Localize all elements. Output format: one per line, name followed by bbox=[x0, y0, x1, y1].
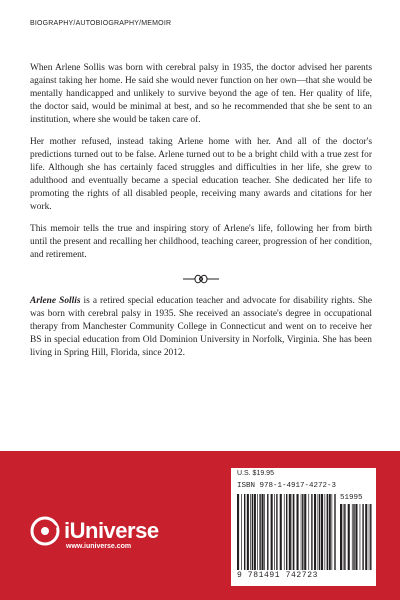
barcode-bar bbox=[250, 494, 251, 570]
barcode-bar bbox=[237, 494, 239, 570]
barcode-bar bbox=[271, 494, 273, 570]
barcode-bar bbox=[319, 494, 320, 570]
barcode-bar bbox=[329, 494, 331, 570]
barcode-bar bbox=[293, 494, 294, 570]
barcode-bar bbox=[262, 494, 264, 570]
barcode-bar bbox=[267, 494, 268, 570]
barcode-bar bbox=[314, 494, 316, 570]
category-label: BIOGRAPHY/AUTOBIOGRAPHY/MEMOIR bbox=[30, 20, 172, 27]
synopsis-paragraph-1: When Arlene Sollis was born with cerebral palsy in 1935, the doctor advised her parents against taking her home. He said she would never function on her own—that she would be mentally handicapped and unlikely to survive beyond the age of ten. Her quality of life, the doctor said, would be minimal at best, and so he recommended that she be sent to an institution, where she would be taken care of. bbox=[30, 63, 372, 125]
author-bio-text: is a retired special education teacher and advocate for disability rights. She was born with cerebral palsy in 1935. She received an associate's degree in occupational therapy from Manchester Community College in Connecticut and went on to receive her BS in special education from Old Dominion University in Norfolk, Virginia. She has been living in Spring Hill, Florida, since 2012. bbox=[30, 296, 373, 358]
barcode-bar bbox=[340, 504, 342, 570]
iuniverse-swirl-icon bbox=[30, 516, 60, 546]
barcode-bar bbox=[301, 494, 302, 570]
barcode-bar bbox=[325, 494, 326, 570]
synopsis-paragraph-2: Her mother refused, instead taking Arlene home with her. And all of the doctor's predictions turned out to be false. Arlene turned out to be a bright child with a true zest for life. Although she has certainly faced struggles and difficulties in her life, she grew to adulthood and eventually became a special education teacher. She dedicated her life to promoting the rights of all disabled people, receiving many awards and citations for her work. bbox=[30, 137, 372, 212]
barcode-bar bbox=[264, 494, 265, 570]
publisher-logo bbox=[30, 516, 159, 546]
barcode-bar bbox=[252, 494, 253, 570]
barcode-bar bbox=[292, 494, 293, 570]
barcode-bar bbox=[352, 504, 353, 570]
barcode-bar bbox=[254, 494, 256, 570]
barcode-bar bbox=[327, 494, 328, 570]
barcode-bar bbox=[247, 494, 249, 570]
barcode-bar bbox=[332, 494, 333, 570]
barcode-bar bbox=[362, 504, 363, 570]
barcode-addon bbox=[340, 504, 372, 570]
barcode-bar bbox=[318, 494, 319, 570]
barcode-bar bbox=[365, 504, 367, 570]
barcode-bar bbox=[244, 494, 245, 570]
barcode-bar bbox=[286, 494, 287, 570]
price-label: U.S. $19.95 bbox=[237, 470, 274, 477]
synopsis-paragraph-3: This memoir tells the true and inspiring story of Arlene's life, following her from birth until the present and recalling her childhood, teaching career, progression of her condition, and retirement. bbox=[30, 224, 372, 260]
scroll-ornament-icon bbox=[181, 271, 221, 287]
barcode-box bbox=[231, 468, 376, 586]
barcode-bar bbox=[257, 494, 258, 570]
barcode-bar bbox=[274, 494, 275, 570]
barcode-bar bbox=[276, 494, 277, 570]
author-name: Arlene Sollis bbox=[30, 296, 81, 306]
barcode-bar bbox=[348, 504, 350, 570]
barcode-bar bbox=[370, 504, 371, 570]
barcode-bar bbox=[360, 504, 361, 570]
barcode-bar bbox=[297, 494, 299, 570]
barcode-bar bbox=[353, 504, 354, 570]
barcode-bar bbox=[334, 494, 335, 570]
barcode-bar bbox=[369, 504, 370, 570]
barcode-bar bbox=[355, 504, 357, 570]
barcode-addon-digits: 51995 bbox=[340, 494, 363, 502]
barcode-bar bbox=[308, 494, 309, 570]
barcode-bar bbox=[289, 494, 291, 570]
author-bio bbox=[30, 295, 372, 360]
barcode-bar bbox=[343, 504, 344, 570]
barcode-bar bbox=[241, 494, 242, 570]
barcode-bar bbox=[344, 504, 345, 570]
barcode-bar bbox=[302, 494, 303, 570]
barcode-digits: 9 781491 742723 bbox=[237, 571, 319, 580]
barcode-main bbox=[237, 494, 337, 570]
publisher-name: iUniverse bbox=[64, 518, 159, 543]
barcode-bar bbox=[311, 494, 312, 570]
barcode-bar bbox=[280, 494, 282, 570]
barcode-bar bbox=[304, 494, 306, 570]
barcode-bar bbox=[321, 494, 323, 570]
back-cover-text bbox=[30, 62, 372, 369]
publisher-url: www.iuniverse.com bbox=[66, 543, 132, 550]
barcode-bar bbox=[284, 494, 285, 570]
isbn-label: ISBN 978-1-4917-4272-3 bbox=[237, 482, 337, 490]
barcode-bar bbox=[259, 494, 260, 570]
